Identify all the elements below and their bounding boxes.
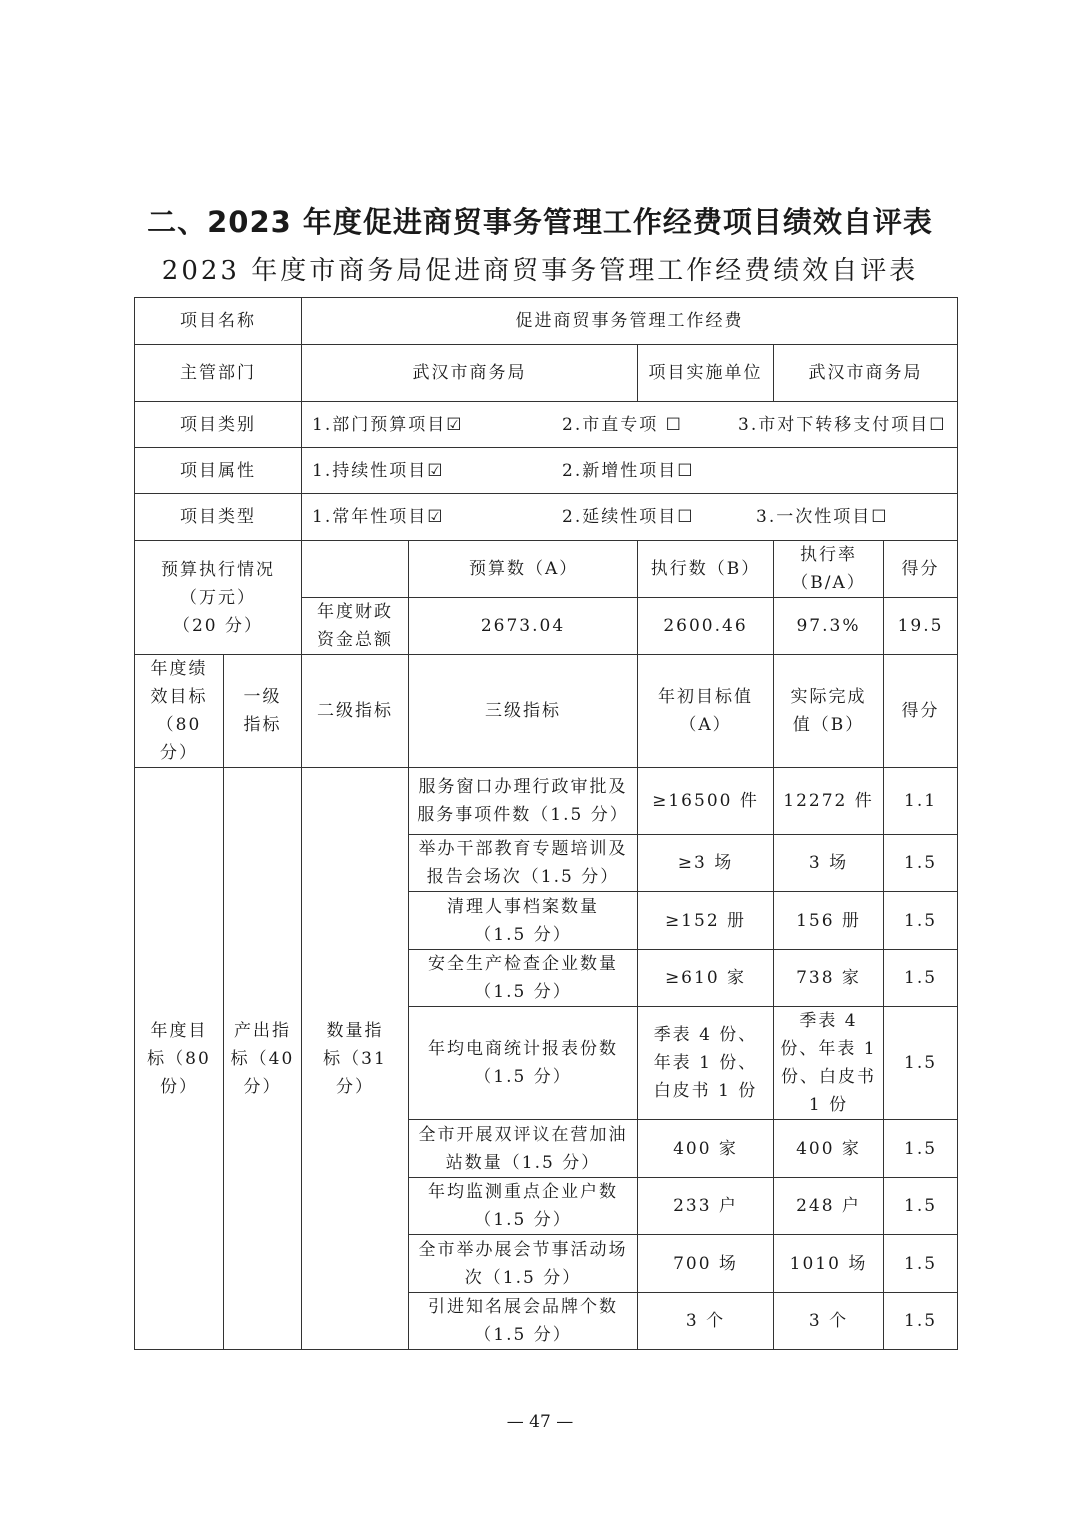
indicator-target: 3 个 [638, 1293, 774, 1350]
budget-label-line2: （万元） [180, 587, 256, 608]
budget-score-value: 19.5 [884, 598, 958, 655]
category-option-3: 3.市对下转移支付项目☐ [738, 415, 947, 435]
group-level1: 产出指标（40 分） [224, 768, 302, 1350]
indicator-name: 全市举办展会节事活动场次（1.5 分） [409, 1235, 638, 1293]
type-option-3: 3.一次性项目☐ [756, 507, 889, 527]
indicator-target: 400 家 [638, 1120, 774, 1178]
indicator-score: 1.5 [884, 1293, 958, 1350]
impl-value: 武汉市商务局 [774, 345, 958, 402]
document-title: 二、2023 年度促进商贸事务管理工作经费项目绩效自评表 [147, 205, 933, 239]
indicator-score: 1.5 [884, 1235, 958, 1293]
indicator-name: 清理人事档案数量（1.5 分） [409, 892, 638, 950]
impl-label: 项目实施单位 [638, 345, 774, 402]
indicator-name: 全市开展双评议在营加油站数量（1.5 分） [409, 1120, 638, 1178]
budget-col-a: 预算数（A） [409, 541, 638, 598]
indicator-target: ≥3 场 [638, 835, 774, 892]
project-name-value: 促进商贸事务管理工作经费 [302, 298, 958, 345]
budget-label-line3: （20 分） [172, 615, 264, 636]
indicator-score: 1.5 [884, 892, 958, 950]
budget-row-label: 年度财政资金总额 [302, 598, 409, 655]
indicator-name: 年均监测重点企业户数（1.5 分） [409, 1178, 638, 1235]
category-option-2: 2.市直专项 ☐ [562, 415, 683, 435]
indicator-name: 引进知名展会品牌个数（1.5 分） [409, 1293, 638, 1350]
indicator-actual: 738 家 [774, 950, 884, 1007]
indicator-name: 举办干部教育专题培训及报告会场次（1.5 分） [409, 835, 638, 892]
header-level3: 三级指标 [409, 655, 638, 768]
indicator-score: 1.5 [884, 1120, 958, 1178]
project-name-label: 项目名称 [135, 298, 302, 345]
header-target: 年初目标值（A） [638, 655, 774, 768]
header-annual-goal: 年度绩效目标（80 分） [135, 655, 224, 768]
budget-rate-value: 97.3% [774, 598, 884, 655]
indicator-target: 700 场 [638, 1235, 774, 1293]
performance-table [134, 297, 958, 1350]
budget-a-value: 2673.04 [409, 598, 638, 655]
header-score: 得分 [884, 655, 958, 768]
indicator-actual: 248 户 [774, 1178, 884, 1235]
attribute-option-1: 1.持续性项目☑ [312, 461, 445, 481]
indicator-name: 年均电商统计报表份数（1.5 分） [409, 1007, 638, 1120]
indicator-name: 服务窗口办理行政审批及服务事项件数（1.5 分） [409, 768, 638, 835]
budget-b-value: 2600.46 [638, 598, 774, 655]
indicator-name: 安全生产检查企业数量（1.5 分） [409, 950, 638, 1007]
dept-value: 武汉市商务局 [302, 345, 638, 402]
indicator-actual: 3 个 [774, 1293, 884, 1350]
budget-empty-cell [302, 541, 409, 598]
header-level1: 一级指标 [224, 655, 302, 768]
page-number: — 47 — [506, 1412, 574, 1432]
budget-col-b: 执行数（B） [638, 541, 774, 598]
budget-col-rate: 执行率（B/A） [774, 541, 884, 598]
group-annual-goal: 年度目标（80 份） [135, 768, 224, 1350]
category-option-1: 1.部门预算项目☑ [312, 415, 464, 435]
type-options [302, 494, 958, 541]
type-label: 项目类型 [135, 494, 302, 541]
table-title: 2023 年度市商务局促进商贸事务管理工作经费绩效自评表 [161, 256, 919, 286]
budget-label [135, 541, 302, 655]
group-level2: 数量指标（31 分） [302, 768, 409, 1350]
indicator-actual: 400 家 [774, 1120, 884, 1178]
indicator-score: 1.5 [884, 1007, 958, 1120]
category-options [302, 402, 958, 448]
indicator-score: 1.5 [884, 950, 958, 1007]
indicator-actual: 156 册 [774, 892, 884, 950]
indicator-target: ≥16500 件 [638, 768, 774, 835]
type-option-2: 2.延续性项目☐ [562, 507, 695, 527]
indicator-score: 1.5 [884, 835, 958, 892]
indicator-target: ≥152 册 [638, 892, 774, 950]
category-label: 项目类别 [135, 402, 302, 448]
header-level2: 二级指标 [302, 655, 409, 768]
type-option-1: 1.常年性项目☑ [312, 507, 445, 527]
indicator-actual: 季表 4 份、年表 1 份、白皮书 1 份 [774, 1007, 884, 1120]
attribute-label: 项目属性 [135, 448, 302, 494]
attribute-options [302, 448, 958, 494]
budget-col-score: 得分 [884, 541, 958, 598]
dept-label: 主管部门 [135, 345, 302, 402]
indicator-actual: 12272 件 [774, 768, 884, 835]
indicator-target: 季表 4 份、年表 1 份、白皮书 1 份 [638, 1007, 774, 1120]
indicator-target: ≥610 家 [638, 950, 774, 1007]
indicator-actual: 1010 场 [774, 1235, 884, 1293]
indicator-score: 1.5 [884, 1178, 958, 1235]
indicator-score: 1.1 [884, 768, 958, 835]
indicator-target: 233 户 [638, 1178, 774, 1235]
indicator-actual: 3 场 [774, 835, 884, 892]
attribute-option-2: 2.新增性项目☐ [562, 461, 695, 481]
header-actual: 实际完成值（B） [774, 655, 884, 768]
budget-label-line1: 预算执行情况 [161, 559, 275, 580]
